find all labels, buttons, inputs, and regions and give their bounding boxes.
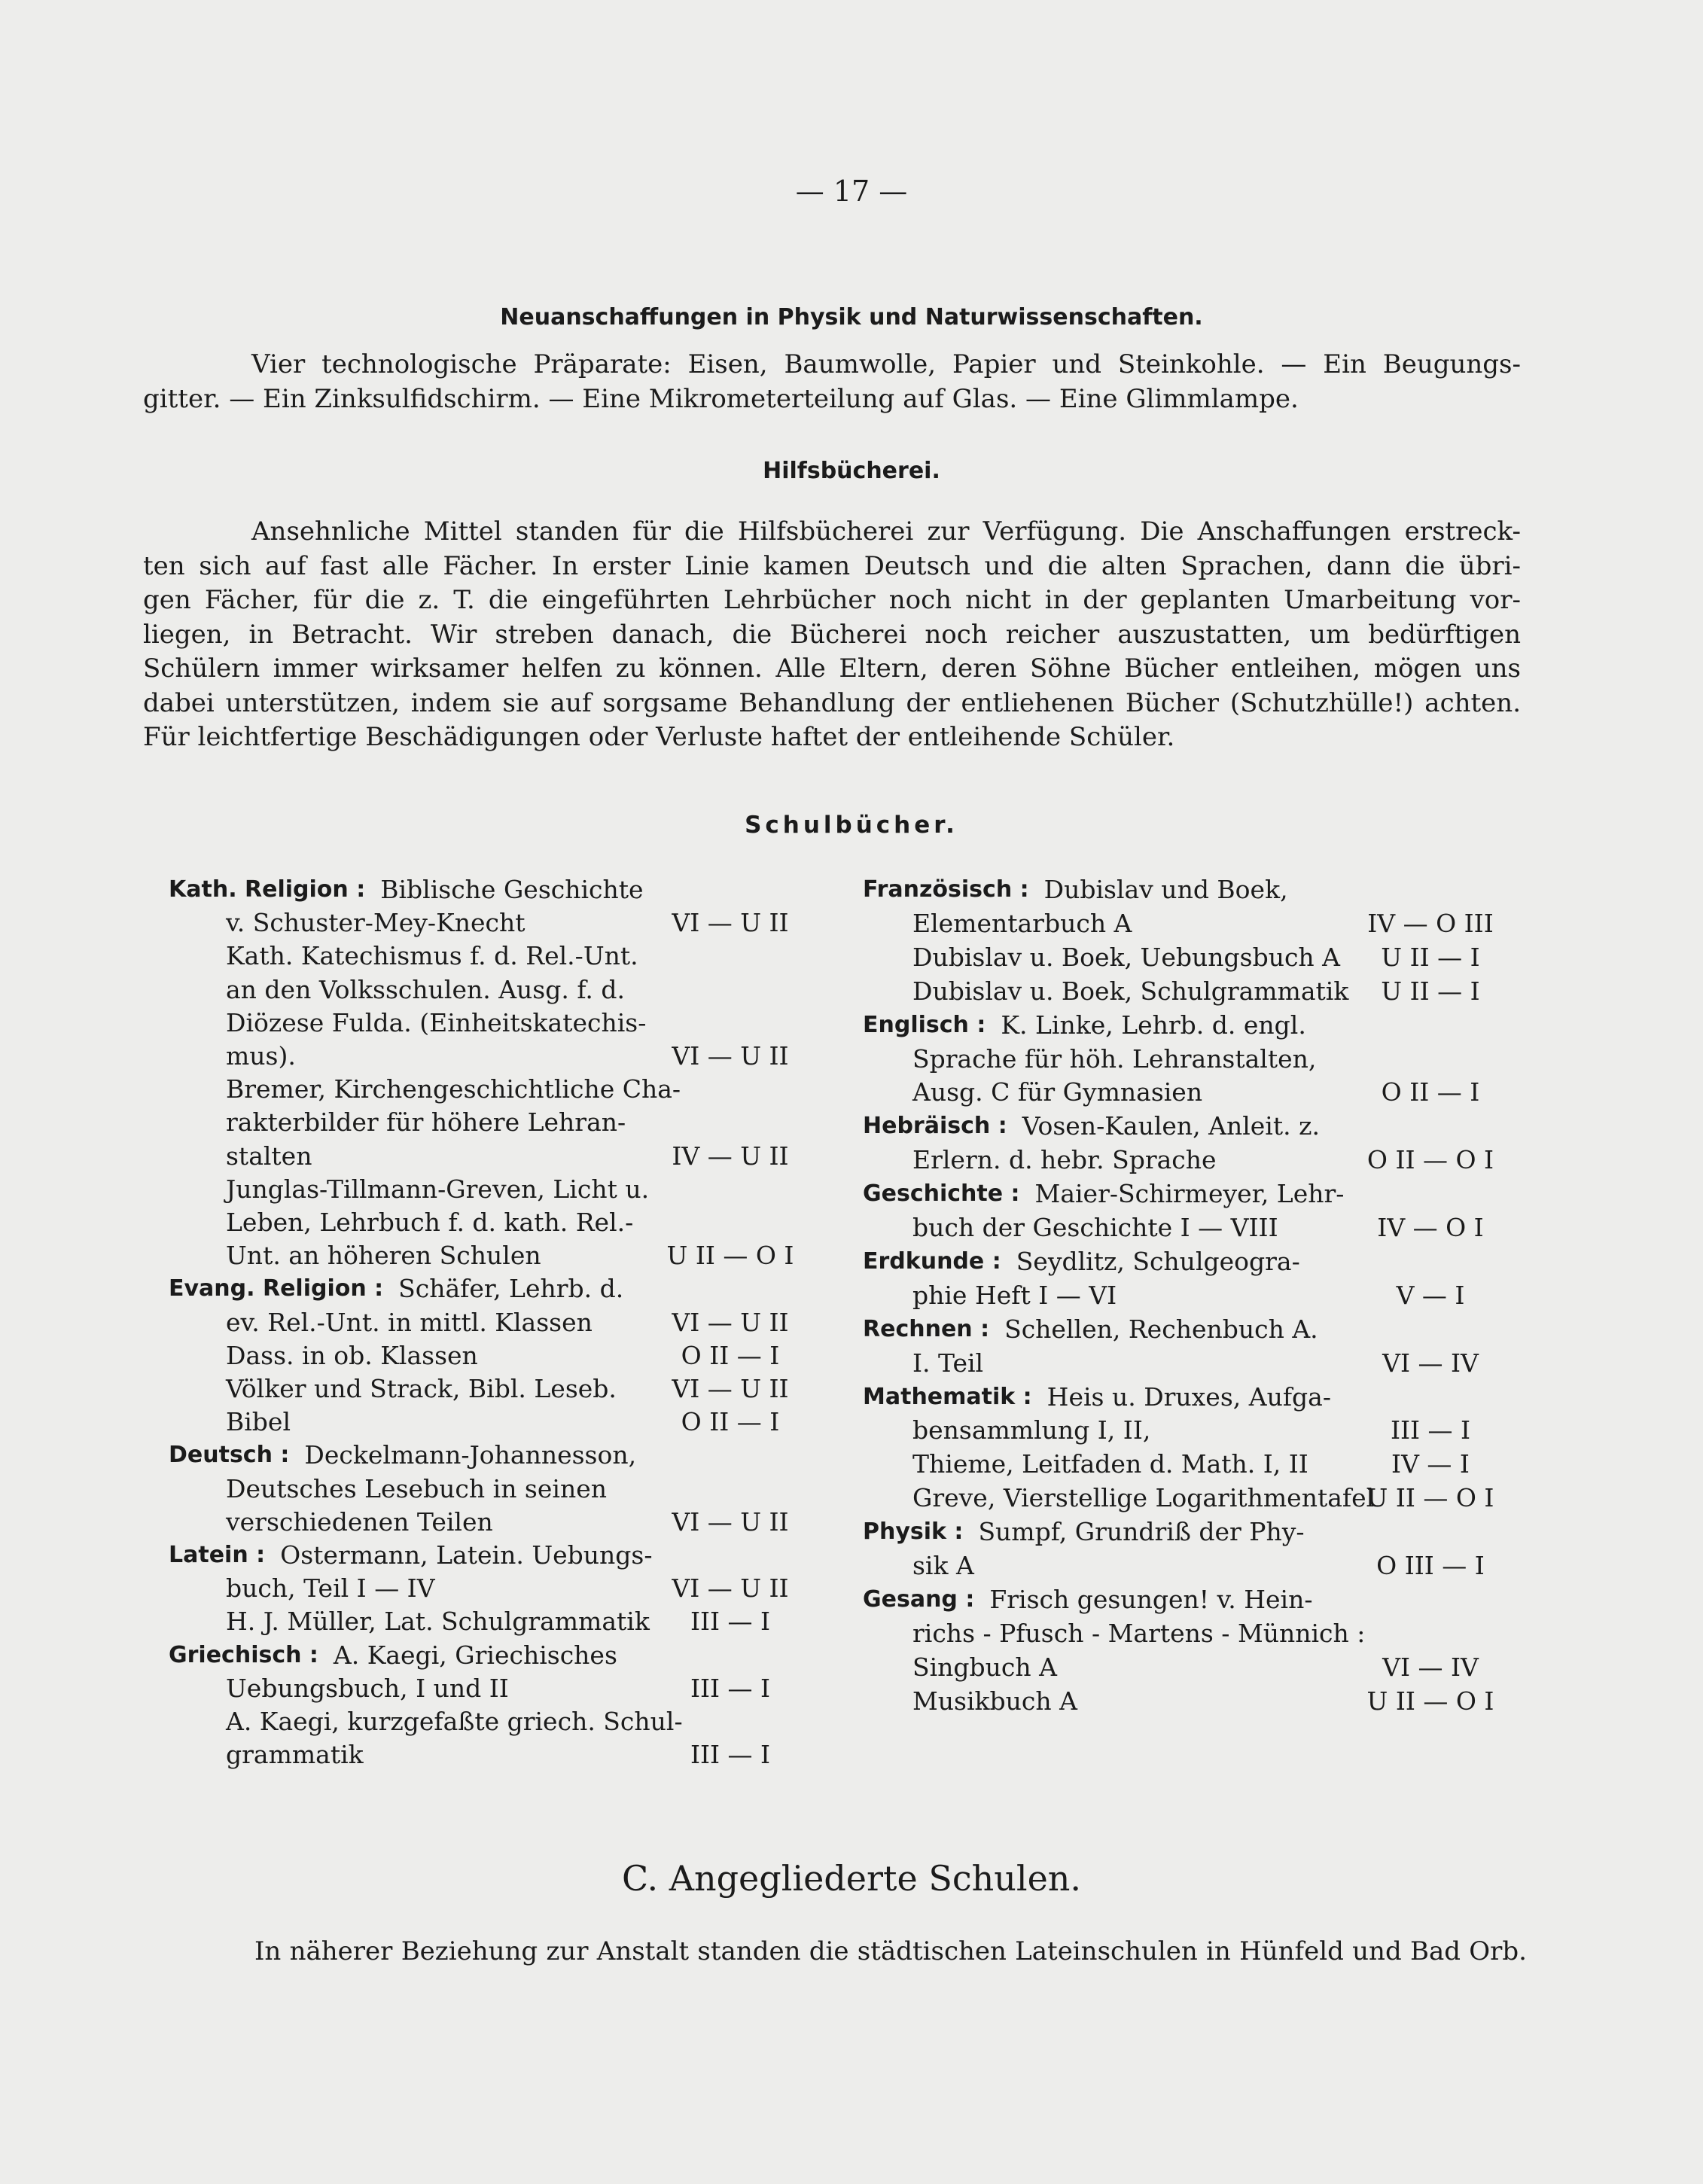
book-title: Greve, Vierstellige Logarithmentafel <box>912 1483 1375 1513</box>
book-title: Heis u. Druxes, Aufga- <box>1046 1381 1331 1412</box>
book-title: Sumpf, Grundriß der Phy- <box>978 1517 1305 1547</box>
book-title: Dass. in ob. Klassen <box>226 1340 478 1370</box>
physics-heading: Neuanschaffungen in Physik und Naturwissenschaften. <box>500 304 1203 330</box>
grade-range: VI — U II <box>672 908 789 938</box>
book-title: Dubislav u. Boek, Uebungsbuch A <box>912 942 1341 972</box>
book-title: Biblische Geschichte <box>380 875 644 904</box>
grade-range: VI — U II <box>672 1573 789 1604</box>
grade-range: O III — I <box>1376 1551 1485 1580</box>
library-paragraph <box>143 515 1521 755</box>
book-title: ev. Rel.-Unt. in mittl. Klassen <box>226 1307 593 1337</box>
subject-label: Griechisch : <box>169 1641 318 1668</box>
book-title: an den Volksschulen. Ausg. f. d. <box>226 974 625 1004</box>
grade-range: V — I <box>1396 1280 1465 1310</box>
book-title: verschiedenen Teilen <box>226 1506 493 1537</box>
book-title: A. Kaegi, kurzgefaßte griech. Schul- <box>226 1707 683 1736</box>
book-title: Diözese Fulda. (Einheitskatechis- <box>226 1007 647 1037</box>
book-title: Unt. an höheren Schulen <box>226 1241 541 1271</box>
library-line: ten sich auf fast alle Fächer. In erster Linie kamen Deutsch und die alten Sprachen, dann die übri- <box>143 550 1521 581</box>
grade-range: III — I <box>690 1607 771 1637</box>
book-title: Völker und Strack, Bibl. Leseb. <box>226 1374 617 1403</box>
subject-label: Englisch : <box>863 1011 986 1038</box>
book-title: Vosen-Kaulen, Anleit. z. <box>1022 1111 1320 1141</box>
book-title: Dubislav und Boek, <box>1043 875 1288 904</box>
book-title: buch, Teil I — IV <box>226 1573 435 1604</box>
physics-paragraph <box>143 348 1521 416</box>
book-title: phie Heft I — VI <box>912 1280 1117 1310</box>
book-title: Deutsches Lesebuch in seinen <box>226 1473 607 1503</box>
book-title: Ausg. C für Gymnasien <box>912 1077 1203 1107</box>
book-title: stalten <box>226 1141 312 1171</box>
grade-range: O II — I <box>681 1340 780 1370</box>
grade-range: IV — O I <box>1377 1213 1484 1242</box>
book-title: bensammlung I, II, <box>912 1415 1151 1445</box>
book-title: H. J. Müller, Lat. Schulgrammatik <box>226 1607 650 1637</box>
library-heading: Hilfsbücherei. <box>763 458 940 484</box>
section-c-text: In näherer Beziehung zur Anstalt standen die städtischen Lateinschulen in Hünfeld und Bad Orb. <box>254 1936 1527 1966</box>
book-title: Sprache für höh. Lehranstalten, <box>912 1043 1317 1074</box>
grade-range: O II — O I <box>1366 1145 1494 1175</box>
subject-label: Kath. Religion : <box>169 876 366 903</box>
grade-range: VI — U II <box>672 1374 789 1403</box>
grade-range: III — I <box>690 1673 771 1703</box>
grade-range: IV — I <box>1391 1449 1470 1479</box>
book-title: Kath. Katechismus f. d. Rel.-Unt. <box>226 941 638 971</box>
subject-label: Gesang : <box>863 1585 975 1613</box>
book-title: richs - Pfusch - Martens - Münnich : <box>912 1618 1366 1648</box>
book-title: Dubislav u. Boek, Schulgrammatik <box>912 976 1349 1006</box>
grade-range: VI — U II <box>672 1307 789 1337</box>
library-line: dabei unterstützen, indem sie auf sorgsame Behandlung der entliehenen Bücher (Schutzhülle!) achten. <box>143 687 1521 718</box>
grade-range: U II — O I <box>1366 1483 1494 1513</box>
subject-label: Geschichte : <box>863 1180 1020 1208</box>
grade-range: VI — IV <box>1382 1348 1479 1378</box>
book-title: Junglas-Tillmann-Greven, Licht u. <box>226 1174 650 1204</box>
book-title: Seydlitz, Schulgeogra- <box>1016 1246 1300 1276</box>
book-title: Schäfer, Lehrb. d. <box>398 1274 624 1304</box>
book-title: Bremer, Kirchengeschichtliche Cha- <box>226 1074 681 1104</box>
book-title: I. Teil <box>912 1348 984 1378</box>
grade-range: U II — O I <box>1366 1686 1494 1716</box>
book-title: Erlern. d. hebr. Sprache <box>912 1145 1217 1175</box>
book-title: A. Kaegi, Griechisches <box>333 1640 617 1670</box>
book-title: Maier-Schirmeyer, Lehr- <box>1034 1179 1345 1209</box>
book-title: buch der Geschichte I — VIII <box>912 1213 1278 1242</box>
subject-label: Hebräisch : <box>863 1113 1007 1140</box>
subject-label: Erdkunde : <box>863 1247 1001 1275</box>
physics-line: Vier technologische Präparate: Eisen, Baumwolle, Papier und Steinkohle. — Ein Beugungs- <box>251 349 1521 379</box>
grade-range: U II — I <box>1381 942 1480 972</box>
grade-range: O II — I <box>681 1407 780 1437</box>
grade-range: IV — O III <box>1367 908 1494 938</box>
book-title: rakterbilder für höhere Lehran- <box>226 1107 626 1138</box>
grade-range: U II — I <box>1381 976 1480 1006</box>
subject-label: Deutsch : <box>169 1442 290 1469</box>
book-title: Leben, Lehrbuch f. d. kath. Rel.- <box>226 1208 634 1237</box>
schoolbooks-heading: Schulbücher. <box>745 812 958 839</box>
book-title: Singbuch A <box>912 1652 1057 1682</box>
book-title: K. Linke, Lehrb. d. engl. <box>1001 1010 1306 1040</box>
library-line: gen Fächer, für die z. T. die eingeführten Lehrbücher noch nicht in der geplanten Umarbeitung vor- <box>143 585 1521 615</box>
book-title: Schellen, Rechenbuch A. <box>1004 1314 1318 1344</box>
book-title: Thieme, Leitfaden d. Math. I, II <box>912 1449 1308 1479</box>
book-title: Deckelmann-Johannesson, <box>304 1440 637 1470</box>
library-line: Schülern immer wirksamer helfen zu können. Alle Eltern, deren Söhne Bücher entleihen, mögen uns <box>143 653 1521 684</box>
subject-label: Evang. Religion : <box>169 1275 384 1302</box>
grade-range: III — I <box>690 1740 771 1770</box>
subject-label: Physik : <box>863 1518 964 1546</box>
grade-range: IV — U II <box>672 1141 789 1171</box>
subject-label: Rechnen : <box>863 1315 990 1342</box>
book-title: Frisch gesungen! v. Hein- <box>989 1584 1313 1614</box>
book-title: grammatik <box>226 1740 364 1770</box>
book-title: v. Schuster-Mey-Knecht <box>226 908 526 938</box>
subject-label: Französisch : <box>863 876 1029 903</box>
grade-range: U II — O I <box>666 1241 794 1271</box>
library-line: liegen, in Betracht. Wir streben danach, die Bücherei noch reicher auszustatten, um bedürftigen <box>143 619 1521 650</box>
section-c-heading: C. Angegliederte Schulen. <box>621 1858 1082 1899</box>
grade-range: O II — I <box>1381 1077 1480 1107</box>
grade-range: VI — IV <box>1382 1652 1479 1682</box>
subject-label: Mathematik : <box>863 1383 1032 1410</box>
physics-line: gitter. — Ein Zinksulfidschirm. — Eine Mikrometerteilung auf Glas. — Eine Glimmlampe. <box>143 383 1299 414</box>
grade-range: III — I <box>1390 1415 1471 1445</box>
subject-label: Latein : <box>169 1542 266 1568</box>
book-title: Musikbuch A <box>912 1686 1077 1716</box>
library-line: Für leichtfertige Beschädigungen oder Verluste haftet der entleihende Schüler. <box>143 722 1175 752</box>
book-title: Uebungsbuch, I und II <box>226 1673 509 1703</box>
page-number: — 17 — <box>795 175 908 208</box>
book-title: sik A <box>912 1551 974 1580</box>
book-title: Ostermann, Latein. Uebungs- <box>280 1540 653 1570</box>
book-title: Bibel <box>226 1407 291 1437</box>
grade-range: VI — U II <box>672 1506 789 1537</box>
grade-range: VI — U II <box>672 1041 789 1071</box>
book-title: mus). <box>226 1041 296 1071</box>
library-line: Ansehnliche Mittel standen für die Hilfsbücherei zur Verfügung. Die Anschaffungen erstreck- <box>251 516 1521 547</box>
book-title: Elementarbuch A <box>912 908 1132 938</box>
